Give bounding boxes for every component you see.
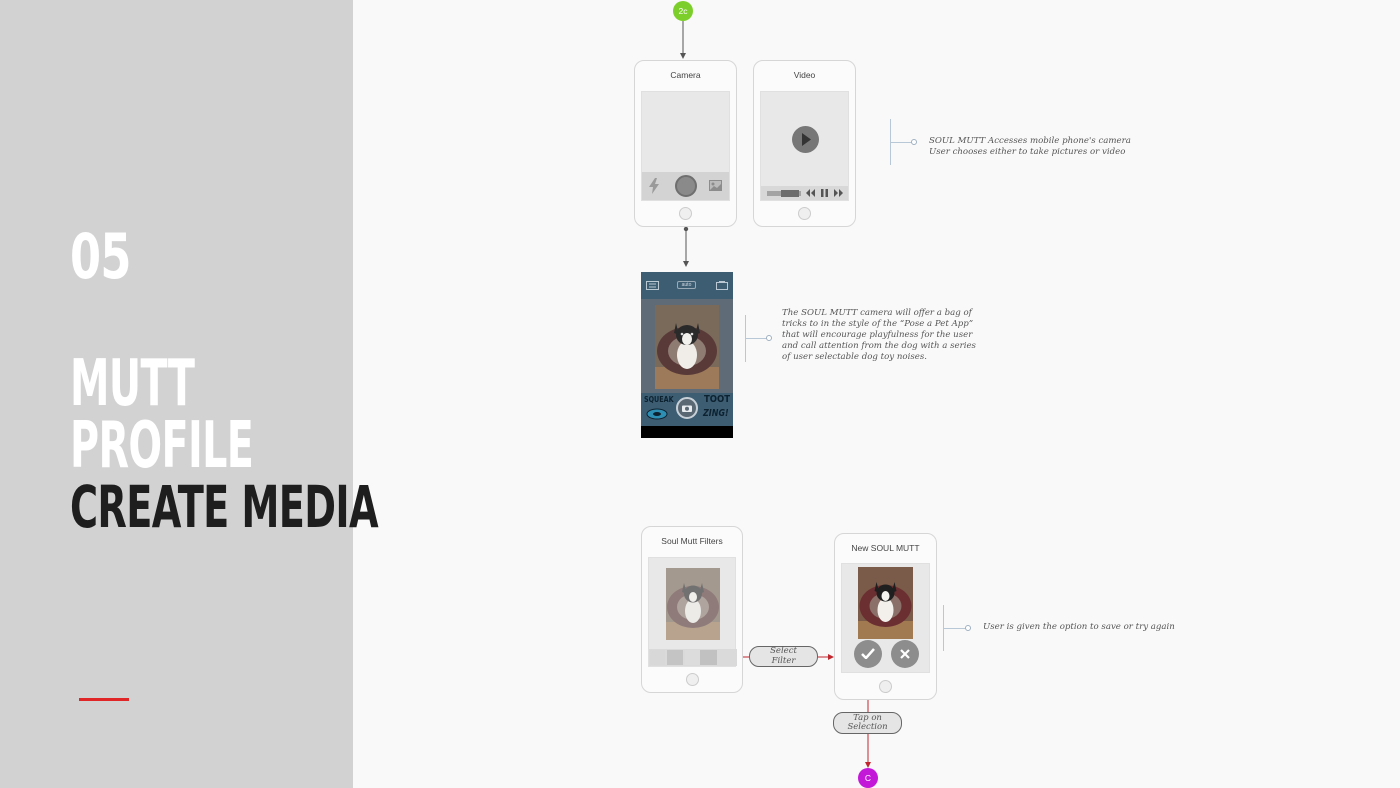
pose-camera-screenshot [641,272,733,438]
filter-thumb[interactable] [667,650,683,665]
camera-viewfinder [641,91,730,201]
note-connector [943,628,966,629]
note-line: SOUL MUTT Accesses mobile phone's camera [929,136,1131,146]
dog-photo [655,305,719,389]
filter-thumb[interactable] [685,650,700,665]
note-line: User chooses either to take pictures or video [929,147,1126,157]
video-screen-title: Video [793,70,816,80]
flow-node-start: 2c [673,1,693,21]
note-line: and call attention from the dog with a series [782,341,976,351]
filters-phone-mockup [641,526,743,693]
home-button [686,673,699,686]
action-label: Filter [771,655,796,666]
select-filter-action [749,646,818,667]
dog-photo [858,567,913,639]
pose-viewfinder [641,299,733,393]
new-mutt-preview [841,563,930,673]
video-phone-mockup [753,60,856,227]
home-button [879,680,892,693]
note-line: User is given the option to save or try again [983,622,1175,632]
squeaky-toy-icon[interactable] [646,407,668,421]
section-title-line2: PROFILE [70,409,254,483]
pose-bottom-bar [641,393,733,426]
filter-thumb[interactable] [650,650,665,665]
fast-forward-icon[interactable] [834,189,843,197]
camera-access-note [929,136,1131,158]
pose-shutter-button[interactable] [676,397,698,419]
sticker-toot[interactable]: TOOT [704,394,731,405]
play-icon[interactable] [792,126,819,153]
list-icon[interactable] [646,281,659,290]
camera-phone-mockup [634,60,737,227]
filter-strip [649,649,737,666]
note-line: that will encourage playfulness for the user [782,330,973,340]
filters-screen-title: Soul Mutt Filters [661,536,723,546]
section-number: 05 [70,220,131,293]
new-mutt-screen-title: New SOUL MUTT [851,543,920,553]
section-subtitle: CREATE MEDIA [70,473,378,541]
camera-switch-icon[interactable] [716,281,728,290]
rewind-icon[interactable] [806,189,815,197]
pose-bottom-bezel [641,426,733,438]
new-mutt-phone-mockup [834,533,937,700]
video-scrubber-fill [781,190,799,197]
shutter-button[interactable] [675,175,697,197]
camera-toolbar [642,172,729,200]
note-line: tricks to in the style of the “Pose a Pet App” [782,319,974,329]
note-connector [890,142,913,143]
camera-icon [682,404,692,412]
save-option-note [983,622,1175,633]
video-viewport [760,91,849,201]
home-button [679,207,692,220]
note-line: The SOUL MUTT camera will offer a bag of [782,308,972,318]
home-button [798,207,811,220]
note-anchor [965,625,971,631]
section-title-line1: MUTT [70,347,195,421]
pose-top-bar [641,272,733,299]
flow-node-end: C [858,768,878,788]
check-icon [861,648,875,659]
tap-selection-action [833,712,902,734]
action-label: Select [770,646,797,656]
filter-thumb[interactable] [700,650,717,665]
retry-button[interactable] [891,640,919,668]
sticker-zing[interactable]: ZING! [703,408,729,419]
note-anchor [766,335,772,341]
flash-icon[interactable] [649,178,659,194]
flash-auto-icon[interactable]: auto [677,281,696,289]
pause-icon[interactable] [821,189,828,197]
video-controls [761,186,848,200]
dog-photo [666,568,720,640]
note-anchor [911,139,917,145]
close-icon [900,649,910,659]
camera-screen-title: Camera [670,70,701,80]
action-label: Selection [847,722,888,732]
note-line: of user selectable dog toy noises. [782,352,927,362]
note-connector [745,338,767,339]
pose-app-note [782,308,976,363]
filters-preview [648,557,736,667]
sticker-squeak[interactable]: SQUEAK [644,395,674,404]
save-button[interactable] [854,640,882,668]
gallery-icon[interactable] [709,180,722,191]
action-label: Tap on [853,712,882,723]
